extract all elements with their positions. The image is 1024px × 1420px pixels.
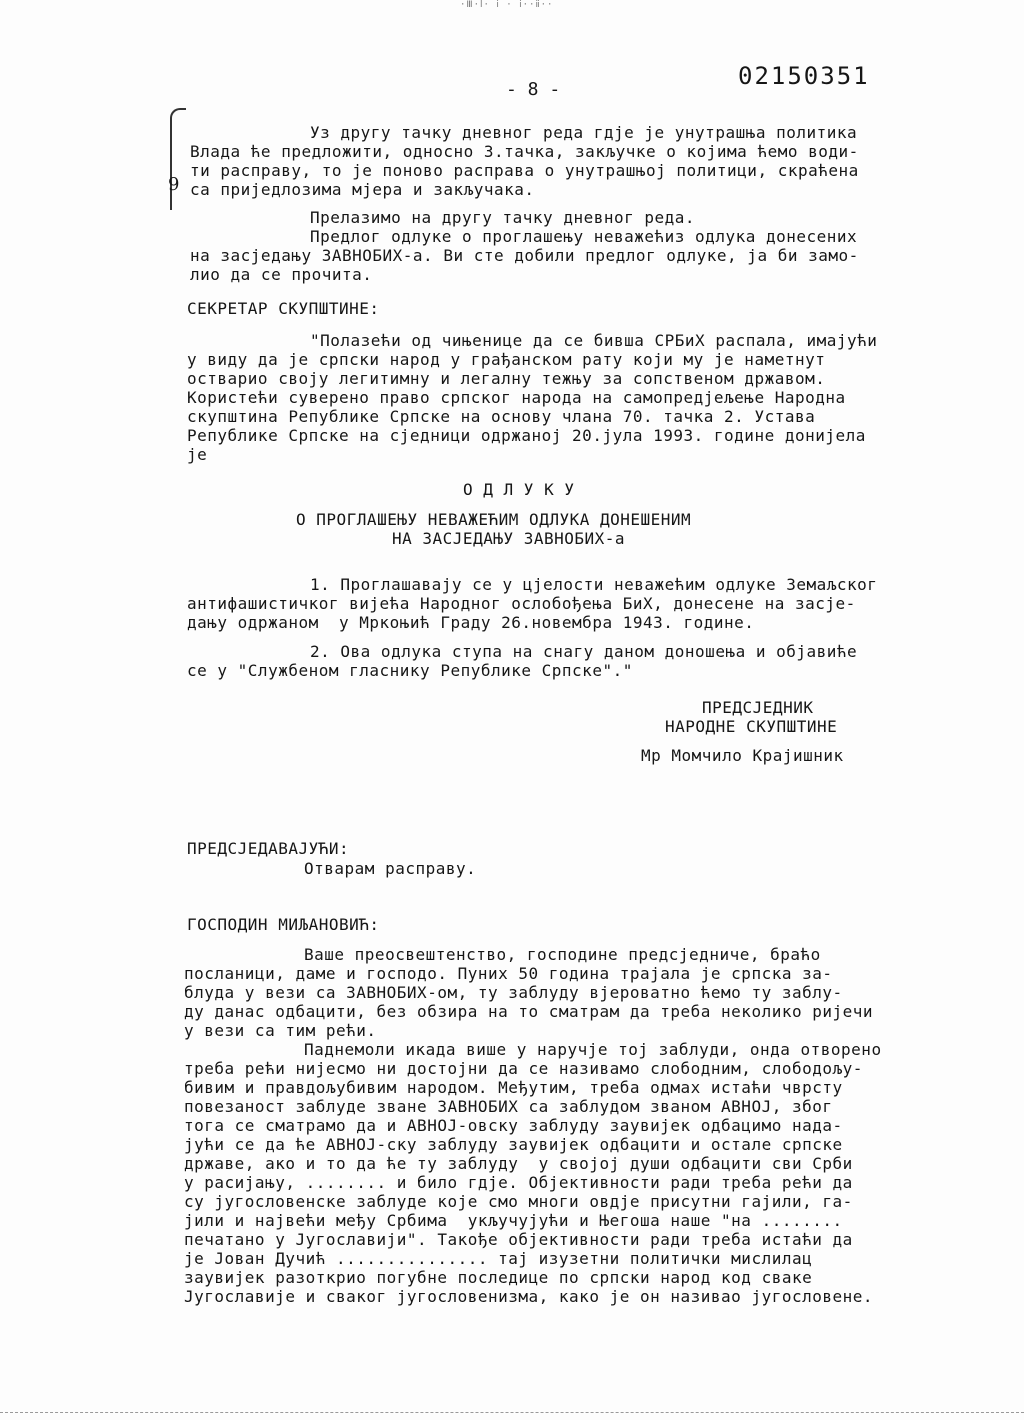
text-line: Југославије и сваког југословенизма, како је он називао југословене. xyxy=(184,1287,874,1306)
text-line: 1. Проглашавају се у цјелости неважећим одлуке Земаљског xyxy=(310,575,878,594)
text-line: Влада ће предложити, односно 3.тачка, закључке о којима ћемо води- xyxy=(190,142,859,161)
document-number: 02150351 xyxy=(738,62,870,90)
text-line: лио да се прочита. xyxy=(190,265,373,284)
text-line: у виду да је српски народ у грађанском рату који му је наметнут xyxy=(187,350,826,369)
speaker-miljanovic: ГОСПОДИН МИЉАНОВИЋ: xyxy=(187,915,380,934)
text-line: са приједлозима мјера и закључака. xyxy=(190,180,535,199)
scan-top-marks: ·Ⅲ·ⅼ· ⅰ · ⅰ··ⅱ·· xyxy=(460,0,554,10)
text-line: Републике Српске на сједници одржаној 20.јула 1993. године донијела xyxy=(187,426,866,445)
signature-title: ПРЕДСЈЕДНИК xyxy=(702,698,814,717)
decision-subtitle: О ПРОГЛАШЕЊУ НЕВАЖЕЋИМ ОДЛУКА ДОНЕШЕНИМ xyxy=(296,510,692,529)
text-line: Ваше преосвештенство, господине предсједниче, браћо xyxy=(304,945,821,964)
text-line: "Полазећи од чињенице да се бивша СРБиХ распала, имајући xyxy=(310,331,878,350)
text-line: остварио своју легитимну и легалну тежњу за сопственом државом. xyxy=(187,369,826,388)
text-line: антифашистичког вијећа Народног ослобођења БиХ, донесене на засје- xyxy=(187,594,856,613)
text-line: су југословенске заблуде које смо многи овдје присутни гајили, га- xyxy=(184,1192,853,1211)
text-line: Прелазимо на другу тачку дневног реда. xyxy=(310,208,696,227)
text-line: на засједању ЗАВНОБИХ-а. Ви сте добили предлог одлуке, ја би замо- xyxy=(190,246,859,265)
decision-subtitle: НА ЗАСЈЕДАЊУ ЗАВНОБИХ-а xyxy=(392,529,626,548)
text-line: се у "Службеном гласнику Републике Српске"." xyxy=(187,661,633,680)
text-line: у вези са тим рећи. xyxy=(184,1021,377,1040)
text-line: посланици, даме и господо. Пуних 50 година трајала је српска за- xyxy=(184,964,833,983)
text-line: у расијању, ........ и било гдје. Објективности ради треба рећи да xyxy=(184,1173,853,1192)
text-line: ду данас одбацити, без обзира на то сматрам да треба неколико ријечи xyxy=(184,1002,874,1021)
text-line: дању одржаном у Мркоњић Граду 26.новембра 1943. године. xyxy=(187,613,755,632)
margin-annotation: 9 xyxy=(168,174,180,195)
page-number: - 8 - xyxy=(506,79,561,100)
text-line: тога се сматрамо да и АВНОЈ-овску заблуду заувијек одбацимо нада- xyxy=(184,1116,843,1135)
text-line: 2. Ова одлука ступа на снагу даном доношења и објавиће xyxy=(310,642,858,661)
text-line: јили и највећи међу Србима укључујући и Његоша наше "на ........ xyxy=(184,1211,843,1230)
text-line: Уз другу тачку дневног реда гдје је унутрашња политика xyxy=(310,123,858,142)
text-line: Користећи суверено право српског народа на самопредјељење Народна xyxy=(187,388,846,407)
text-line: треба рећи нијесмо ни достојни да се називамо слободним, слободољу- xyxy=(184,1059,863,1078)
text-line: је Јован Дучић ............... тај изузетни политички мислилац xyxy=(184,1249,813,1268)
speaker-chair: ПРЕДСЈЕДАВАЈУЋИ: xyxy=(187,839,350,858)
text-line: државе, ако и то да ће ту заблуду у својој души одбацити сви Срби xyxy=(184,1154,853,1173)
text-line: ти расправу, то је поново расправа о унутрашњој политици, скраћена xyxy=(190,161,859,180)
scan-bottom-edge xyxy=(0,1412,1024,1413)
speaker-secretary: СЕКРЕТАР СКУПШТИНЕ: xyxy=(187,299,380,318)
text-line: Предлог одлуке о проглашењу неважећиз одлука донесених xyxy=(310,227,858,246)
signature-name: Мр Момчило Крајишник xyxy=(641,746,844,765)
text-line: Отварам расправу. xyxy=(304,859,477,878)
text-line: печатано у Југославији". Такође објективности ради треба истаћи да xyxy=(184,1230,853,1249)
text-line: блуда у вези са ЗАВНОБИХ-ом, ту заблуду вјероватно ћемо ту заблу- xyxy=(184,983,843,1002)
text-line: је xyxy=(187,445,208,464)
signature-title: НАРОДНЕ СКУПШТИНЕ xyxy=(665,717,838,736)
decision-title: О Д Л У К У xyxy=(463,480,575,499)
text-line: јући се да ће АВНОЈ-ску заблуду заувијек одбацити и остале српске xyxy=(184,1135,843,1154)
text-line: Паднемоли икада више у наручје тој заблуди, онда отворено xyxy=(304,1040,882,1059)
text-line: повезаност заблуде зване ЗАВНОБИХ са заблудом званом АВНОЈ, због xyxy=(184,1097,833,1116)
text-line: скупштина Републике Српске на основу члана 70. тачка 2. Устава xyxy=(187,407,816,426)
text-line: заувијек разоткрио погубне последице по српски народ код сваке xyxy=(184,1268,813,1287)
text-line: бивим и правдољубивим народом. Међутим, треба одмах истаћи чврсту xyxy=(184,1078,843,1097)
